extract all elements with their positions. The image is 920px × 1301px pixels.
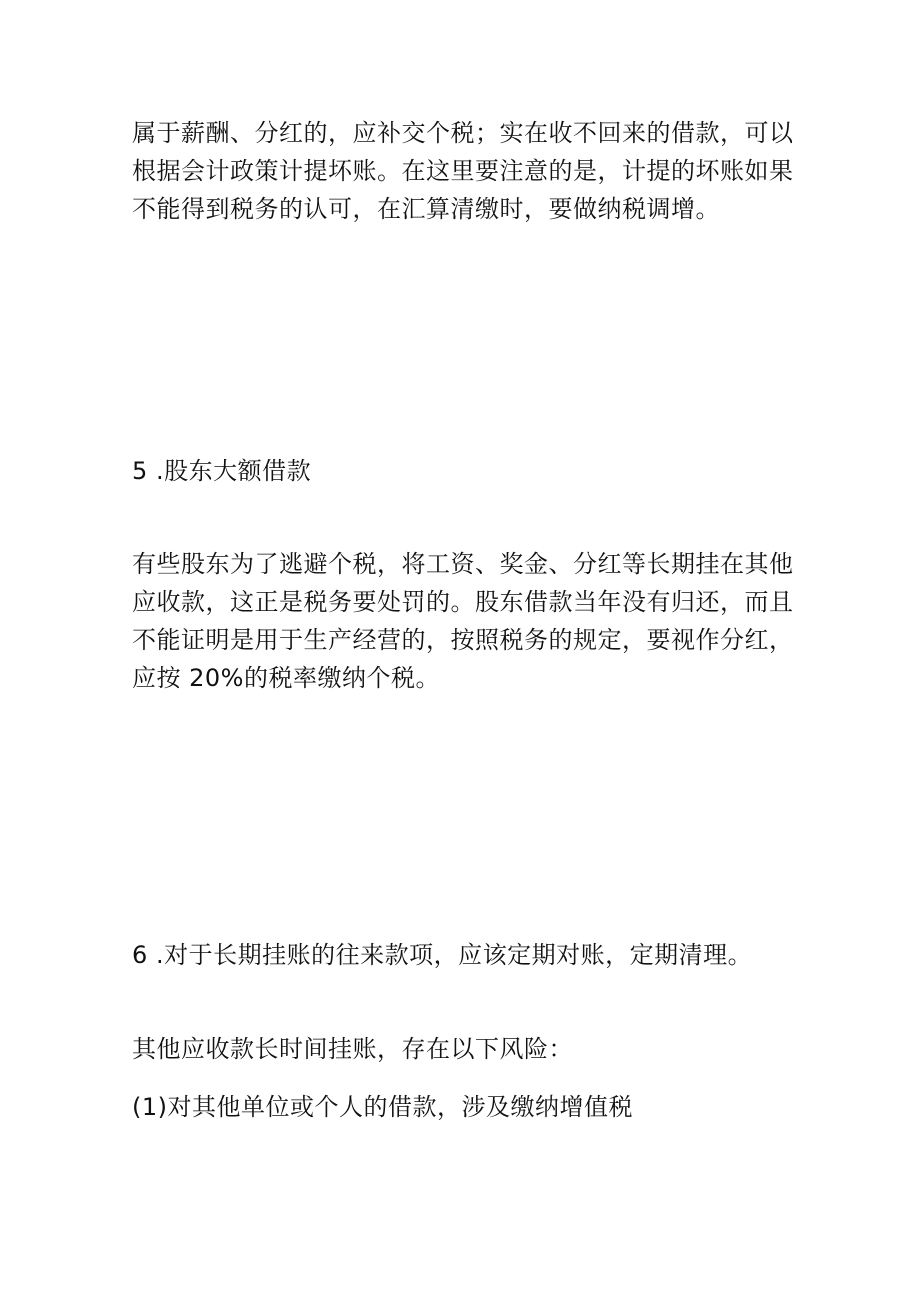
section-number: 6 <box>132 941 148 969</box>
section-title: .对于长期挂账的往来款项，应该定期对账，定期清理。 <box>156 941 753 969</box>
paragraph-line: 根据会计政策计提坏账。在这里要注意的是，计提的坏账如果 <box>132 157 794 185</box>
paragraph-line: 应按 20%的税率缴纳个税。 <box>132 664 440 692</box>
paragraph-line: 其他应收款长时间挂账，存在以下风险： <box>132 1035 573 1063</box>
paragraph-bad-debt <box>132 114 822 228</box>
paragraph-shareholder-loans <box>132 545 822 697</box>
paragraph-line: 不能得到税务的认可，在汇算清缴时，要做纳税调增。 <box>132 195 720 223</box>
paragraph-line: 不能证明是用于生产经营的，按照税务的规定，要视作分红， <box>132 626 794 654</box>
paragraph-line: 应收款，这正是税务要处罚的。股东借款当年没有归还，而且 <box>132 588 794 616</box>
section-heading-5 <box>132 452 822 490</box>
section-heading-6 <box>132 936 822 974</box>
list-item-risk-1 <box>132 1088 822 1126</box>
paragraph-line: 有些股东为了逃避个税，将工资、奖金、分红等长期挂在其他 <box>132 550 794 578</box>
section-title: .股东大额借款 <box>156 457 312 485</box>
section-number: 5 <box>132 457 148 485</box>
list-item-text: (1)对其他单位或个人的借款，涉及缴纳增值税 <box>132 1093 633 1121</box>
paragraph-risks-intro <box>132 1030 822 1068</box>
paragraph-line: 属于薪酬、分红的，应补交个税；实在收不回来的借款，可以 <box>132 119 794 147</box>
